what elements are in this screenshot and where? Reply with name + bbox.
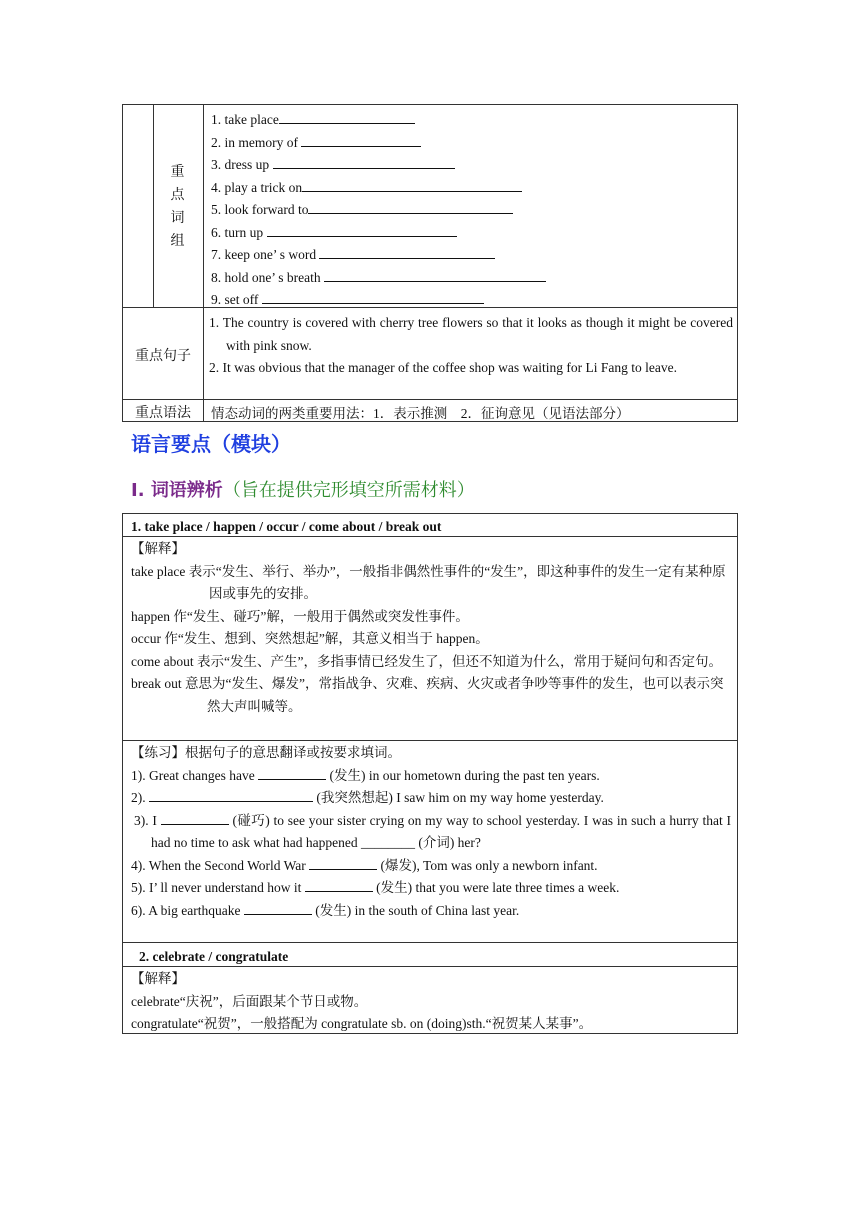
phrase-item: 5. look forward to [211, 199, 513, 222]
exercise-item: 4). When the Second World War (爆发), Tom was only a newborn infant. [131, 857, 598, 873]
sentence-item: 1. The country is covered with cherry tree flowers so that it looks as though it might be covered with pink snow. [209, 315, 733, 353]
table-divider [123, 740, 737, 741]
practice-label: 【练习】根据句子的意思翻译或按要求填词。 [131, 745, 401, 760]
practice-section [131, 742, 731, 922]
key-sentences [209, 312, 733, 380]
grammar-label: 重点语法 [135, 406, 191, 421]
answer-blank[interactable] [324, 269, 546, 282]
explanation-item: take place 表示“发生、举行、举办”，一般指非偶然性事件的“发生”，即这种事件的发生一定有某种原因或事先的安排。 [131, 563, 726, 601]
answer-blank[interactable] [319, 246, 495, 259]
phrases-label: 重 点 词 组 [170, 165, 185, 249]
phrase-item: 7. keep one’ s word [211, 244, 495, 267]
exercise-item: 5). I’ ll never understand how it (发生) that you were late three times a week. [131, 880, 620, 895]
entry-title: 2. celebrate / congratulate [139, 949, 289, 964]
exercise-item: 6). A big earthquake (发生) in the south of China last year. [131, 902, 520, 918]
explanation-item: happen 作“发生、碰巧”解，一般用于偶然或突发性事件。 [131, 608, 469, 624]
answer-blank[interactable] [258, 767, 326, 780]
exercise-item: 2). (我突然想起) I saw him on my way home yesterday. [131, 790, 604, 805]
answer-blank[interactable] [309, 857, 377, 870]
answer-blank[interactable] [301, 134, 421, 147]
sentence-item: 2. It was obvious that the manager of the coffee shop was waiting for Li Fang to leave. [209, 360, 677, 375]
answer-blank[interactable] [262, 291, 484, 304]
phrase-item: 4. play a trick on [211, 177, 522, 200]
sentences-label: 重点句子 [135, 349, 191, 364]
phrase-item: 1. take place [211, 109, 415, 132]
explanation-item: come about 表示“发生、产生”，多指事情已经发生了，但还不知道为什么，常用于疑问句和否定句。 [131, 653, 722, 669]
entry-explanations [131, 538, 731, 718]
grammar-text: 情态动词的两类重要用法：1．表示推测 2．征询意见（见语法部分） [211, 406, 630, 421]
answer-blank[interactable] [161, 812, 229, 825]
subsection-heading: Ⅰ. 词语辨析（旨在提供完形填空所需材料） [131, 480, 475, 501]
explain-label: 【解释】 [131, 541, 185, 556]
section-heading: 语言要点（模块） [131, 432, 291, 456]
entry-title: 1. take place / happen / occur / come about / break out [131, 519, 442, 534]
explanation-item: celebrate“庆祝”，后面跟某个节日或物。 [131, 993, 368, 1009]
answer-blank[interactable] [305, 879, 373, 892]
table-divider [123, 942, 737, 943]
summary-table [122, 104, 738, 422]
answer-blank[interactable] [267, 224, 457, 237]
answer-blank[interactable] [273, 156, 455, 169]
phrase-item: 6. turn up [211, 222, 457, 245]
answer-blank[interactable] [149, 789, 313, 802]
entry-explanations [131, 968, 731, 1036]
explanation-item: occur 作“发生、想到、突然想起”解，其意义相当于 happen。 [131, 631, 489, 646]
phrase-item: 9. set off [211, 289, 484, 312]
answer-blank[interactable] [302, 179, 522, 192]
phrase-item: 2. in memory of [211, 132, 421, 155]
answer-blank[interactable] [308, 201, 513, 214]
word-analysis-table [122, 513, 738, 1034]
exercise-item: 3). I (碰巧) to see your sister crying on my way to school yesterday. I was in such a hurry that I had no time to ask what had happened ________ (介词) her? [134, 812, 731, 850]
phrase-item: 8. hold one’ s breath [211, 267, 546, 290]
answer-blank[interactable] [279, 111, 415, 124]
table-divider [203, 105, 204, 421]
explanation-item: congratulate“祝贺”，一般搭配为 congratulate sb. on (doing)sth.“祝贺某人某事”。 [131, 1016, 593, 1031]
explanation-item: break out 意思为“发生、爆发”，常指战争、灾难、疾病、火灾或者争吵等事件的发生，也可以表示突然大声叫喊等。 [131, 676, 724, 714]
table-divider [123, 399, 737, 400]
answer-blank[interactable] [244, 902, 312, 915]
exercise-item: 1). Great changes have (发生) in our hometown during the past ten years. [131, 767, 600, 783]
explain-label: 【解释】 [131, 971, 185, 986]
phrase-item: 3. dress up [211, 154, 455, 177]
